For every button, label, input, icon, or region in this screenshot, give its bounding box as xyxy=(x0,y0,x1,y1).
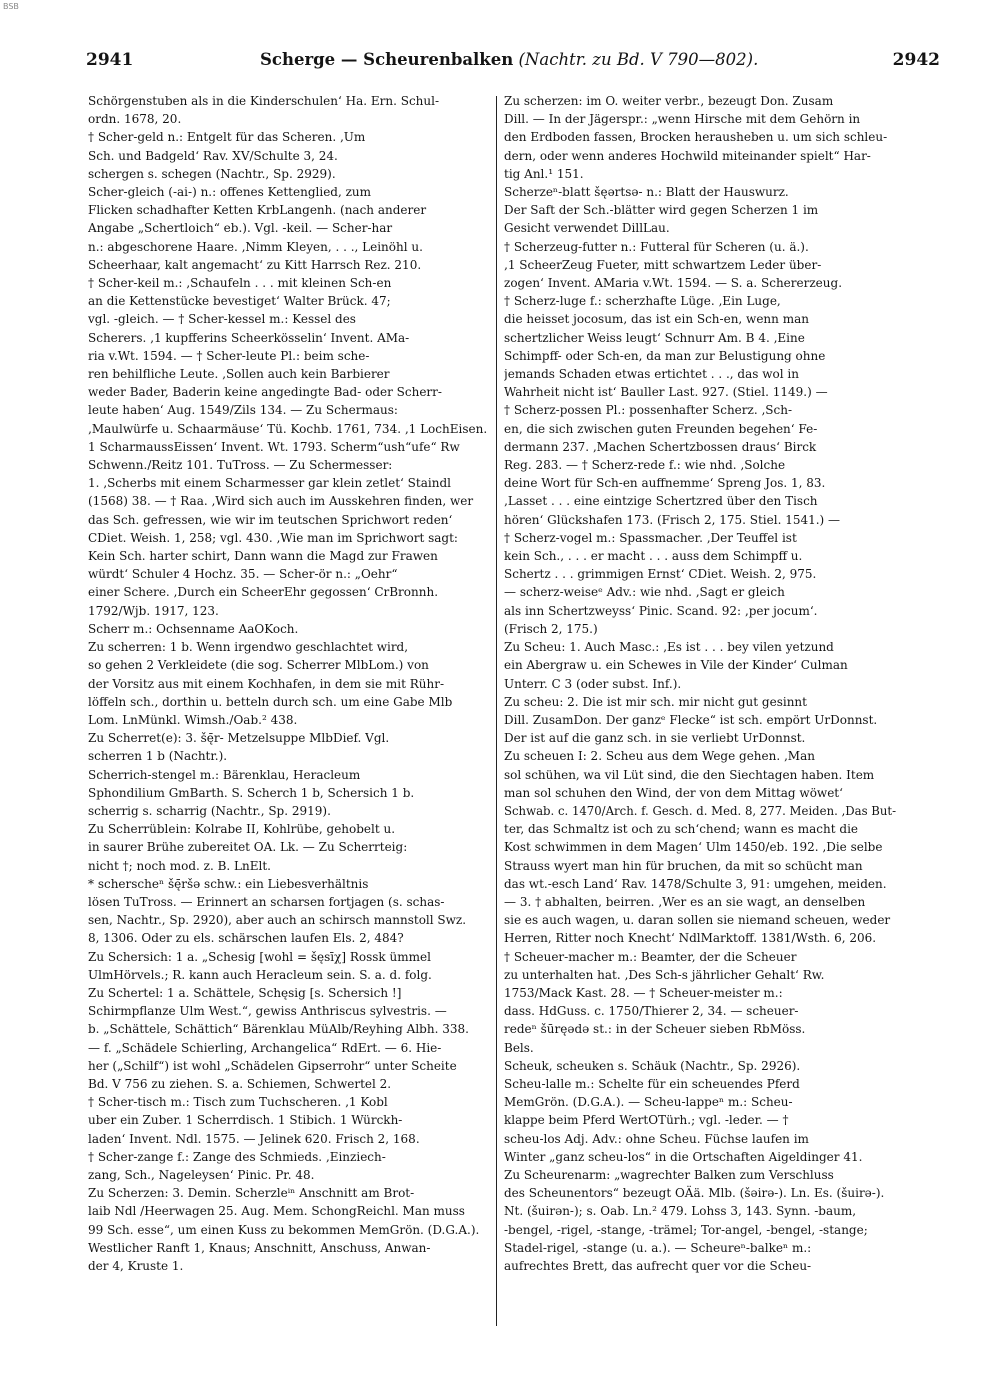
dictionary-line: Bd. V 756 zu ziehen. S. a. Schiemen, Schwertel 2. xyxy=(88,1076,392,1091)
dictionary-line: ria v.Wt. 1594. — † Scher-leute Pl.: beim sche- xyxy=(88,348,370,363)
dictionary-line: Zu scheu: 2. Die ist mir sch. mir nicht gut gesinnt xyxy=(504,694,807,709)
dictionary-line: Schimpff- oder Sch-en, da man zur Belustigung ohne xyxy=(504,348,826,363)
dictionary-line: (Frisch 2, 175.) xyxy=(504,621,598,636)
dictionary-line: Zu Schertel: 1 a. Schättele, Schęsig [s. Schersich !] xyxy=(88,985,402,1000)
dictionary-line: Zu Schersich: 1 a. „Schesig [wohl = šęsīχ] Rossk ümmel xyxy=(88,949,431,964)
dictionary-line: her („Schilf“) ist wohl „Schädelen Gipserrohr“ unter Scheite xyxy=(88,1058,457,1073)
dictionary-line: † Scherz-possen Pl.: possenhafter Scherz. ‚Sch- xyxy=(504,403,792,418)
dictionary-line: † Scher-geld n.: Entgelt für das Scheren. ‚Um xyxy=(88,130,366,145)
dictionary-line: Scheerhaar, kalt angemacht‘ zu Kitt Harrsch Rez. 210. xyxy=(88,257,422,272)
dictionary-line: redeⁿ šūręədə st.: in der Scheuer sieben RbMöss. xyxy=(504,1022,806,1037)
dictionary-line: dern, oder wenn anderes Hochwild miteinander spielt“ Har- xyxy=(504,148,871,163)
library-mark: BSB xyxy=(3,2,19,11)
dictionary-line: schergen s. schegen (Nachtr., Sp. 2929). xyxy=(88,166,336,181)
dictionary-line: Kost schwimmen in dem Magen‘ Ulm 1450/eb. 192. ‚Die selbe xyxy=(504,840,883,855)
dictionary-line: 8, 1306. Oder zu els. schärschen laufen Els. 2, 484? xyxy=(88,931,404,946)
dictionary-line: † Scherzeug-futter n.: Futteral für Scheren (u. ä.). xyxy=(504,239,809,254)
page-number-left: 2941 xyxy=(86,50,134,70)
dictionary-line: 1753/Mack Kast. 28. — † Scheuer-meister m.: xyxy=(504,985,783,1000)
dictionary-line: zang, Sch., Nageleysen‘ Pinic. Pr. 48. xyxy=(88,1167,315,1182)
dictionary-line: Unterr. C 3 (oder subst. Inf.). xyxy=(504,676,682,691)
dictionary-line: den Erdboden fassen, Brocken herausheben u. um sich schleu- xyxy=(504,130,888,145)
dictionary-line: sen, Nachtr., Sp. 2920), aber auch an schirsch mannstoll Swz. xyxy=(88,913,467,928)
dictionary-line: n.: abgeschorene Haare. ‚Nimm Kleyen, . . ., Leinöhl u. xyxy=(88,239,423,254)
dictionary-line: vgl. -gleich. — † Scher-kessel m.: Kessel des xyxy=(88,312,356,327)
dictionary-line: — 3. † abhalten, beirren. ‚Wer es an sie wagt, an denselben xyxy=(504,894,866,909)
dictionary-line: Herren, Ritter noch Knecht‘ NdlMarktoff. 1381/Wsth. 6, 206. xyxy=(504,931,877,946)
dictionary-line: als inn Schertzweyss‘ Pinic. Scand. 92: ‚per jocum‘. xyxy=(504,603,818,618)
dictionary-line: 1. ‚Scherbs mit einem Scharmesser gar klein zetlet‘ Staindl xyxy=(88,476,451,491)
dictionary-line: Stadel-rigel, -stange (u. a.). — Scheureⁿ-balkeⁿ m.: xyxy=(504,1240,812,1255)
dictionary-line: sol schühen, wa vil Lüt sind, die den Siechtagen haben. Item xyxy=(504,767,875,782)
dictionary-line: Bels. xyxy=(504,1040,534,1055)
dictionary-line: Angabe „Schertloich“ eb.). Vgl. -keil. — Scher-har xyxy=(88,221,393,236)
dictionary-line: ein Abergraw u. ein Schewes in Vile der Kinder‘ Culman xyxy=(504,658,848,673)
dictionary-line: UlmHörvels.; R. kann auch Heracleum sein. S. a. d. folg. xyxy=(88,967,432,982)
dictionary-line: en, die sich zwischen guten Freunden begehen‘ Fe- xyxy=(504,421,818,436)
dictionary-line: CDiet. Weish. 1, 258; vgl. 430. ‚Wie man im Sprichwort sagt: xyxy=(88,530,458,545)
dictionary-line: Dill. — In der Jägerspr.: „wenn Hirsche mit dem Gehörn in xyxy=(504,112,861,127)
dictionary-line: ren behilfliche Leute. ‚Sollen auch kein Barbierer xyxy=(88,367,390,382)
dictionary-line: † Scherz-luge f.: scherzhafte Lüge. ‚Ein Luge, xyxy=(504,294,781,309)
dictionary-line: Schirmpflanze Ulm West.“, gewiss Anthriscus sylvestris. — xyxy=(88,1004,447,1019)
dictionary-line: hören‘ Glückshafen 173. (Frisch 2, 175. Stiel. 1541.) — xyxy=(504,512,841,527)
dictionary-line: aufrechtes Brett, das aufrecht quer vor die Scheu- xyxy=(504,1259,812,1273)
running-title xyxy=(260,50,758,69)
dictionary-line: Sch. und Badgeld‘ Rav. XV/Schulte 3, 24. xyxy=(88,148,338,163)
dictionary-line: Kein Sch. harter schirt, Dann wann die Magd zur Frawen xyxy=(88,549,438,564)
page-number-right: 2942 xyxy=(892,50,940,70)
left-column xyxy=(88,92,498,1275)
dictionary-line: † Scher-tisch m.: Tisch zum Tuchscheren. ‚1 Kobl xyxy=(88,1095,388,1110)
dictionary-line: Scherzeⁿ-blatt šęərtsə- n.: Blatt der Hauswurz. xyxy=(504,185,789,200)
dictionary-line: 1792/Wjb. 1917, 123. xyxy=(88,603,219,618)
dictionary-line: — scherz-weiseᵉ Adv.: wie nhd. ‚Sagt er gleich xyxy=(504,585,785,600)
column-divider xyxy=(496,96,497,1326)
dictionary-line: Scherrich-stengel m.: Bärenklau, Heracleum xyxy=(88,767,361,782)
dictionary-line: so gehen 2 Verkleidete (die sog. Scherrer MlbLom.) von xyxy=(88,658,429,673)
dictionary-line: † Scherz-vogel m.: Spassmacher. ‚Der Teuffel ist xyxy=(504,530,797,545)
dictionary-line: zogen‘ Invent. AMaria v.Wt. 1594. — S. a. Schererzeug. xyxy=(504,276,843,291)
dictionary-line: Nt. (šuirən-); s. Oab. Ln.² 479. Lohss 3, 143. Synn. -baum, xyxy=(504,1204,857,1219)
right-column xyxy=(504,92,897,1275)
dictionary-line: † Scher-keil m.: ‚Schaufeln . . . mit kleinen Sch-en xyxy=(88,276,392,291)
dictionary-line: Zu Scherzen: 3. Demin. Scherzleⁱⁿ Anschnitt am Brot- xyxy=(88,1186,415,1201)
dictionary-line: schertzlicher Weiss leugt‘ Schnurr Am. B 4. ‚Eine xyxy=(504,330,805,345)
dictionary-line: das Sch. gefressen, wie wir im teutschen Sprichwort reden‘ xyxy=(88,512,453,527)
dictionary-line: löffeln sch., dorthin u. betteln durch sch. um eine Gabe Mlb xyxy=(88,694,453,709)
dictionary-line: uber ein Zuber. 1 Scherrdisch. 1 Stibich. 1 Würckh- xyxy=(88,1113,403,1128)
dictionary-line: Der Saft der Sch.-blätter wird gegen Scherzen 1 im xyxy=(504,203,819,218)
dictionary-line: leute haben‘ Aug. 1549/Zils 134. — Zu Schermaus: xyxy=(88,403,398,418)
dictionary-line: dass. HdGuss. c. 1750/Thierer 2, 34. — scheuer- xyxy=(504,1004,799,1019)
dictionary-line: tig Anl.¹ 151. xyxy=(504,166,584,181)
dictionary-line: -bengel, -rigel, -stange, -trämel; Tor-angel, -bengel, -stange; xyxy=(504,1222,868,1237)
dictionary-line: — f. „Schädele Schierling, Archangelica“ RdErt. — 6. Hie- xyxy=(88,1040,442,1055)
dictionary-line: b. „Schättele, Schättich“ Bärenklau MüAlb/Reyhing Albh. 338. xyxy=(88,1022,469,1037)
dictionary-line: Sphondilium GmBarth. S. Scherch 1 b, Schersich 1 b. xyxy=(88,785,415,800)
dictionary-line: Scheuk, scheuken s. Schäuk (Nachtr., Sp. 2926). xyxy=(504,1058,801,1073)
dictionary-line: Schörgenstuben als in die Kinderschulen‘ Ha. Ern. Schul- xyxy=(88,94,440,108)
dictionary-line: Wahrheit nicht ist‘ Bauller Last. 927. (Stiel. 1149.) — xyxy=(504,385,828,400)
dictionary-line: Zu scheuen I: 2. Scheu aus dem Wege gehen. ‚Man xyxy=(504,749,815,764)
dictionary-line: † Scheuer-macher m.: Beamter, der die Scheuer xyxy=(504,949,797,964)
dictionary-line: nicht †; noch mod. z. B. LnElt. xyxy=(88,858,271,873)
dictionary-line: Schertz . . . grimmigen Ernst‘ CDiet. Weish. 2, 975. xyxy=(504,567,817,582)
dictionary-line: dermann 237. ‚Machen Schertzbossen draus‘ Birck xyxy=(504,439,817,454)
dictionary-line: Lom. LnMünkl. Wimsh./Oab.² 438. xyxy=(88,712,298,727)
dictionary-line: weder Bader, Baderin keine angedingte Bad- oder Scherr- xyxy=(88,385,442,400)
dictionary-line: Scher-gleich (-ai-) n.: offenes Kettenglied, zum xyxy=(88,185,372,200)
dictionary-line: klappe beim Pferd WertOTürh.; vgl. -leder. — † xyxy=(504,1113,789,1128)
dictionary-line: deine Wort für Sch-en auffnemme‘ Spreng Jos. 1, 83. xyxy=(504,476,826,491)
dictionary-line: Schwab. c. 1470/Arch. f. Gesch. d. Med. 8, 277. Meiden. ‚Das But- xyxy=(504,803,897,818)
dictionary-line: Gesicht verwendet DillLau. xyxy=(504,221,670,236)
dictionary-line: Zu Scheu: 1. Auch Masc.: ‚Es ist . . . bey vilen yetzund xyxy=(504,640,834,655)
dictionary-line: des Scheunentors“ bezeugt OÄä. Mlb. (šəirə-). Ln. Es. (šuirə-). xyxy=(504,1186,885,1201)
running-title-note: (Nachtr. zu Bd. V 790—802). xyxy=(518,50,759,69)
dictionary-line: ‚1 ScheerZeug Fueter, mitt schwartzem Leder über- xyxy=(504,257,822,272)
dictionary-line: Zu Scheurenarm: „wagrechter Balken zum Verschluss xyxy=(504,1167,834,1182)
running-title-text: Scherge — Scheurenbalken xyxy=(260,50,514,69)
dictionary-line: man sol schuhen den Wind, der von dem Mittag wöwet‘ xyxy=(504,785,843,800)
dictionary-line: zu unterhalten hat. ‚Des Sch-s jährlicher Gehalt‘ Rw. xyxy=(504,967,825,982)
dictionary-line: scheu-los Adj. Adv.: ohne Scheu. Füchse laufen im xyxy=(504,1131,809,1146)
dictionary-line: die heisset jocosum, das ist ein Sch-en, wenn man xyxy=(504,312,809,327)
dictionary-line: scherren 1 b (Nachtr.). xyxy=(88,749,228,764)
dictionary-line: Der ist auf die ganz sch. in sie verliebt UrDonnst. xyxy=(504,731,806,746)
dictionary-line: * scherscheⁿ šę̄ršə schw.: ein Liebesverhältnis xyxy=(88,876,369,891)
dictionary-line: scherrig s. scharrig (Nachtr., Sp. 2919). xyxy=(88,803,331,818)
dictionary-line: Flicken schadhafter Ketten KrbLangenh. (nach anderer xyxy=(88,203,427,218)
dictionary-line: an die Kettenstücke bevestiget‘ Walter Brück. 47; xyxy=(88,294,391,309)
dictionary-line: Zu Scherret(e): 3. šę̄r- Metzelsuppe MlbDief. Vgl. xyxy=(88,731,390,746)
dictionary-line: lösen TuTross. — Erinnert an scharsen fortjagen (s. schas- xyxy=(88,894,445,909)
dictionary-line: ‚Lasset . . . eine eintzige Schertzred über den Tisch xyxy=(504,494,818,509)
dictionary-line: MemGrön. (D.G.A.). — Scheu-lappeⁿ m.: Scheu- xyxy=(504,1095,793,1110)
dictionary-line: laib Ndl /Heerwagen 25. Aug. Mem. SchongReichl. Man muss xyxy=(88,1204,465,1219)
dictionary-line: der 4, Kruste 1. xyxy=(88,1259,184,1273)
dictionary-line: einer Schere. ‚Durch ein ScheerEhr gegossen‘ CrBronnh. xyxy=(88,585,439,600)
dictionary-line: Scherr m.: Ochsenname AaOKoch. xyxy=(88,621,299,636)
dictionary-line: Schwenn./Reitz 101. TuTross. — Zu Schermesser: xyxy=(88,458,393,473)
dictionary-line: Strauss wyert man hin für bruchen, da mit so schücht man xyxy=(504,858,863,873)
dictionary-line: in saurer Brühe zubereitet OA. Lk. — Zu Scherrteig: xyxy=(88,840,408,855)
dictionary-line: ordn. 1678, 20. xyxy=(88,112,182,127)
dictionary-line: Zu scherren: 1 b. Wenn irgendwo geschlachtet wird, xyxy=(88,640,409,655)
dictionary-line: Zu scherzen: im O. weiter verbr., bezeugt Don. Zusam xyxy=(504,94,834,108)
dictionary-line: jemands Schaden etwas ertichtet . . ., das wol in xyxy=(504,367,799,382)
dictionary-line: Westlicher Ranft 1, Knaus; Anschnitt, Anschuss, Anwan- xyxy=(88,1240,431,1255)
dictionary-line: Reg. 283. — † Scherz-rede f.: wie nhd. ‚Solche xyxy=(504,458,786,473)
page-header xyxy=(80,50,940,76)
dictionary-line: Scheu-lalle m.: Schelte für ein scheuendes Pferd xyxy=(504,1076,800,1091)
dictionary-line: Scherers. ‚1 kupfferins Scheerkösselin‘ Invent. AMa- xyxy=(88,330,410,345)
dictionary-line: Dill. ZusamDon. Der ganzᵉ Flecke“ ist sch. empört UrDonnst. xyxy=(504,712,878,727)
dictionary-line: 1 ScharmaussEissen‘ Invent. Wt. 1793. Scherm“ush“ufe“ Rw xyxy=(88,439,460,454)
dictionary-line: der Vorsitz aus mit einem Kochhafen, in dem sie mit Rühr- xyxy=(88,676,444,691)
dictionary-line: ter, das Schmaltz ist och zu sch‘chend; wann es macht die xyxy=(504,822,859,837)
dictionary-line: (1568) 38. — † Raa. ‚Wird sich auch im Ausskehren finden, wer xyxy=(88,494,474,509)
dictionary-line: † Scher-zange f.: Zange des Schmieds. ‚Einziech- xyxy=(88,1149,386,1164)
dictionary-line: ‚Maulwürfe u. Schaarmäuse‘ Tü. Kochb. 1761, 734. ‚1 LochEisen. xyxy=(88,421,488,436)
dictionary-line: das wt.-esch Land‘ Rav. 1478/Schulte 3, 91: umgehen, meiden. xyxy=(504,876,887,891)
dictionary-line: kein Sch., . . . er macht . . . auss dem Schimpff u. xyxy=(504,549,803,564)
dictionary-line: Zu Scherrüblein: Kolrabe II, Kohlrübe, gehobelt u. xyxy=(88,822,396,837)
dictionary-line: 99 Sch. esse“, um einen Kuss zu bekommen MemGrön. (D.G.A.). xyxy=(88,1222,480,1237)
dictionary-line: sie es auch wagen, u. daran sollen sie niemand scheuen, weder xyxy=(504,913,891,928)
dictionary-line: würdt‘ Schuler 4 Hochz. 35. — Scher-ör n.: „Oehr“ xyxy=(88,567,398,582)
dictionary-line: laden‘ Invent. Ndl. 1575. — Jelinek 620. Frisch 2, 168. xyxy=(88,1131,420,1146)
dictionary-line: Winter „ganz scheu-los“ in die Ortschaften Aigeldinger 41. xyxy=(504,1149,863,1164)
